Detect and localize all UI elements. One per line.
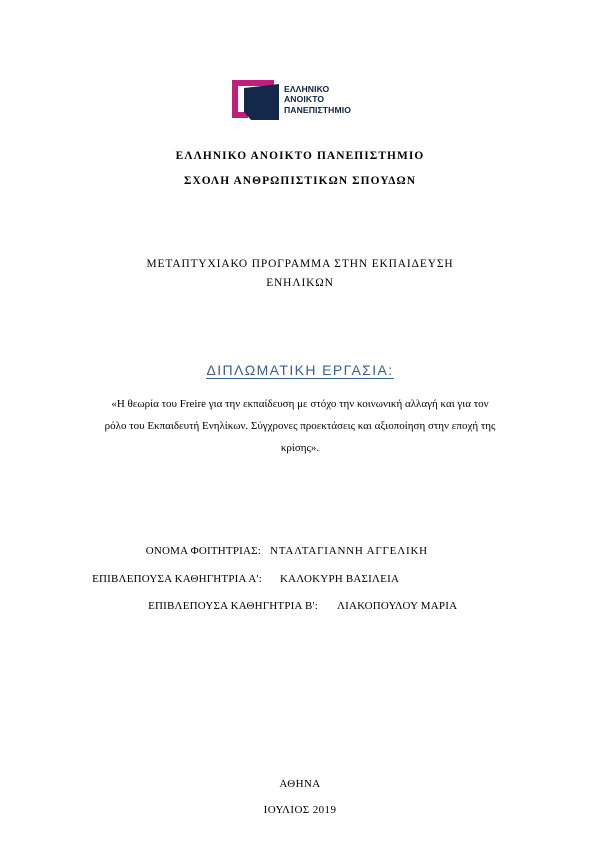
program-line-2: ΕΝΗΛΙΚΩΝ <box>266 277 334 289</box>
program-line-1: ΜΕΤΑΠΤΥΧΙΑΚΟ ΠΡΟΓΡΑΜΜΑ ΣΤΗΝ ΕΚΠΑΙΔΕΥΣΗ <box>146 258 454 270</box>
logo-line-1: ΕΛΛΗΝΙΚΟ <box>284 84 330 94</box>
supervisor-b-name: ΛΙΑΚΟΠΟΥΛΟΥ ΜΑΡΙΑ <box>337 600 458 612</box>
subject-line-1: «Η θεωρία του Freire για την εκπαίδευση με στόχο την κοινωνική αλλαγή και για τον <box>111 398 489 410</box>
university-name: ΕΛΛΗΝΙΚΟ ΑΝΟΙΚΤΟ ΠΑΝΕΠΙΣΤΗΜΙΟ <box>175 150 425 162</box>
logo-line-2: ΑΝΟΙΚΤΟ <box>284 94 325 105</box>
supervisor-a-name: ΚΑΛΟΚΥΡΗ ΒΑΣΙΛΕΙΑ <box>280 573 400 585</box>
supervisor-a-label: ΕΠΙΒΛΕΠΟΥΣΑ ΚΑΘΗΓΗΤΡΙΑ Α': <box>92 573 262 585</box>
thesis-heading <box>0 362 600 378</box>
university-logo <box>229 76 379 122</box>
school-name: ΣΧΟΛΗ ΑΝΘΡΩΠΙΣΤΙΚΩΝ ΣΠΟΥΔΩΝ <box>183 175 417 187</box>
city: ΑΘΗΝΑ <box>279 778 321 790</box>
student-name: ΝΤΑΛΤΑΓΙΑΝΝΗ ΑΓΓΕΛΙΚΗ <box>270 545 428 557</box>
thesis-subject <box>0 393 600 459</box>
logo-line-3: ΠΑΝΕΠΙΣΤΗΜΙΟ <box>284 104 351 115</box>
university-logo-icon <box>229 76 281 122</box>
thesis-heading-text: ΔΙΠΛΩΜΑΤΙΚΗ ΕΡΓΑΣΙΑ: <box>206 362 394 378</box>
student-label: ΟΝΟΜΑ ΦΟΙΤΗΤΡΙΑΣ: <box>145 545 261 557</box>
logo-wordmark <box>284 84 379 115</box>
subject-line-3: κρίσης». <box>280 442 320 454</box>
date: ΙΟΥΛΙΟΣ 2019 <box>263 804 337 816</box>
subject-line-2: ρόλο του Εκπαιδευτή Ενηλίκων. Σύγχρονες προεκτάσεις και αξιοποίηση στην εποχή της <box>104 420 496 432</box>
supervisor-b-label: ΕΠΙΒΛΕΠΟΥΣΑ ΚΑΘΗΓΗΤΡΙΑ Β': <box>148 600 318 612</box>
